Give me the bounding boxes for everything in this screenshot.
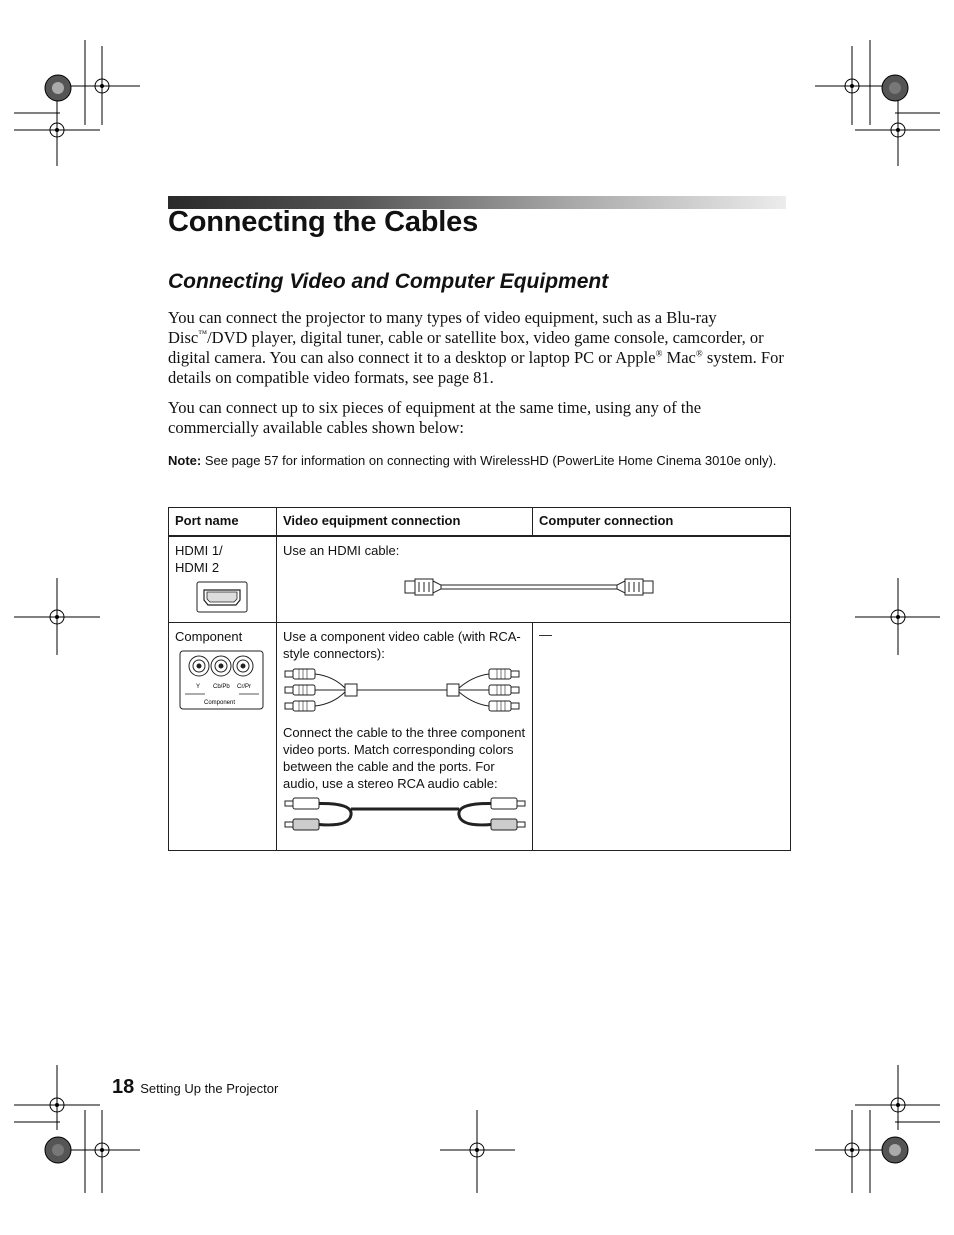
component-instruction-1: Use a component video cable (with RCA-style connectors):: [283, 629, 521, 661]
hdmi-video-cell: [277, 536, 791, 623]
page-footer: [112, 1076, 278, 1099]
page-number: 18: [112, 1076, 135, 1098]
note-text: See page 57 for information on connecting with WirelessHD (PowerLite Home Cinema 3010e only).: [201, 453, 777, 468]
component-port-y: Y: [196, 684, 201, 690]
component-instruction-2: Connect the cable to the three component video ports. Match corresponding colors between the cable and the ports. For audio, use a stereo RCA audio cable:: [283, 725, 526, 791]
footer-section: Setting Up the Projector: [140, 1081, 279, 1096]
component-cable-icon: [283, 664, 526, 720]
hdmi-port-label-1: HDMI 1/: [175, 543, 223, 558]
intro-paragraph: You can connect the projector to many types of video equipment, such as a Blu-ray Disc™/DVD player, digital tuner, cable or satellite box, video game console, camcorder, or digital camera. You can also connect it to a desktop or laptop PC or Apple® Mac® system. For details on compatible video formats, see page 81.: [168, 308, 784, 387]
page-title: Connecting the Cables: [168, 206, 478, 238]
table-row-component: [169, 623, 791, 851]
ports-table: [168, 507, 791, 851]
component-port-caption: Component: [204, 700, 236, 706]
section-subtitle: Connecting Video and Computer Equipment: [168, 270, 609, 293]
note-label: Note:: [168, 453, 202, 468]
hdmi-port-cell: [169, 536, 277, 623]
hdmi-port-icon: [196, 581, 250, 615]
component-port-cb-pb: Cb/Pb: [213, 684, 230, 690]
header-port-name: Port name: [169, 508, 277, 537]
component-port-cr-pr: Cr/Pr: [237, 684, 251, 690]
hdmi-instruction: Use an HDMI cable:: [283, 543, 400, 558]
component-video-cell: [277, 623, 533, 851]
header-video-connection: Video equipment connection: [277, 508, 533, 537]
header-computer-connection: Computer connection: [533, 508, 791, 537]
component-ports-icon: [179, 650, 265, 712]
equipment-paragraph: You can connect up to six pieces of equipment at the same time, using any of the commercially available cables shown below:: [168, 398, 702, 437]
table-row-hdmi: [169, 536, 791, 623]
hdmi-port-label-2: HDMI 2: [175, 560, 220, 575]
component-computer-cell: —: [533, 623, 791, 851]
component-port-cell: [169, 623, 277, 851]
audio-cable-icon: [283, 795, 526, 833]
component-port-label: Component: [175, 629, 243, 644]
hdmi-cable-icon: [403, 573, 663, 601]
note: [168, 452, 778, 470]
table-header-row: [169, 508, 791, 537]
